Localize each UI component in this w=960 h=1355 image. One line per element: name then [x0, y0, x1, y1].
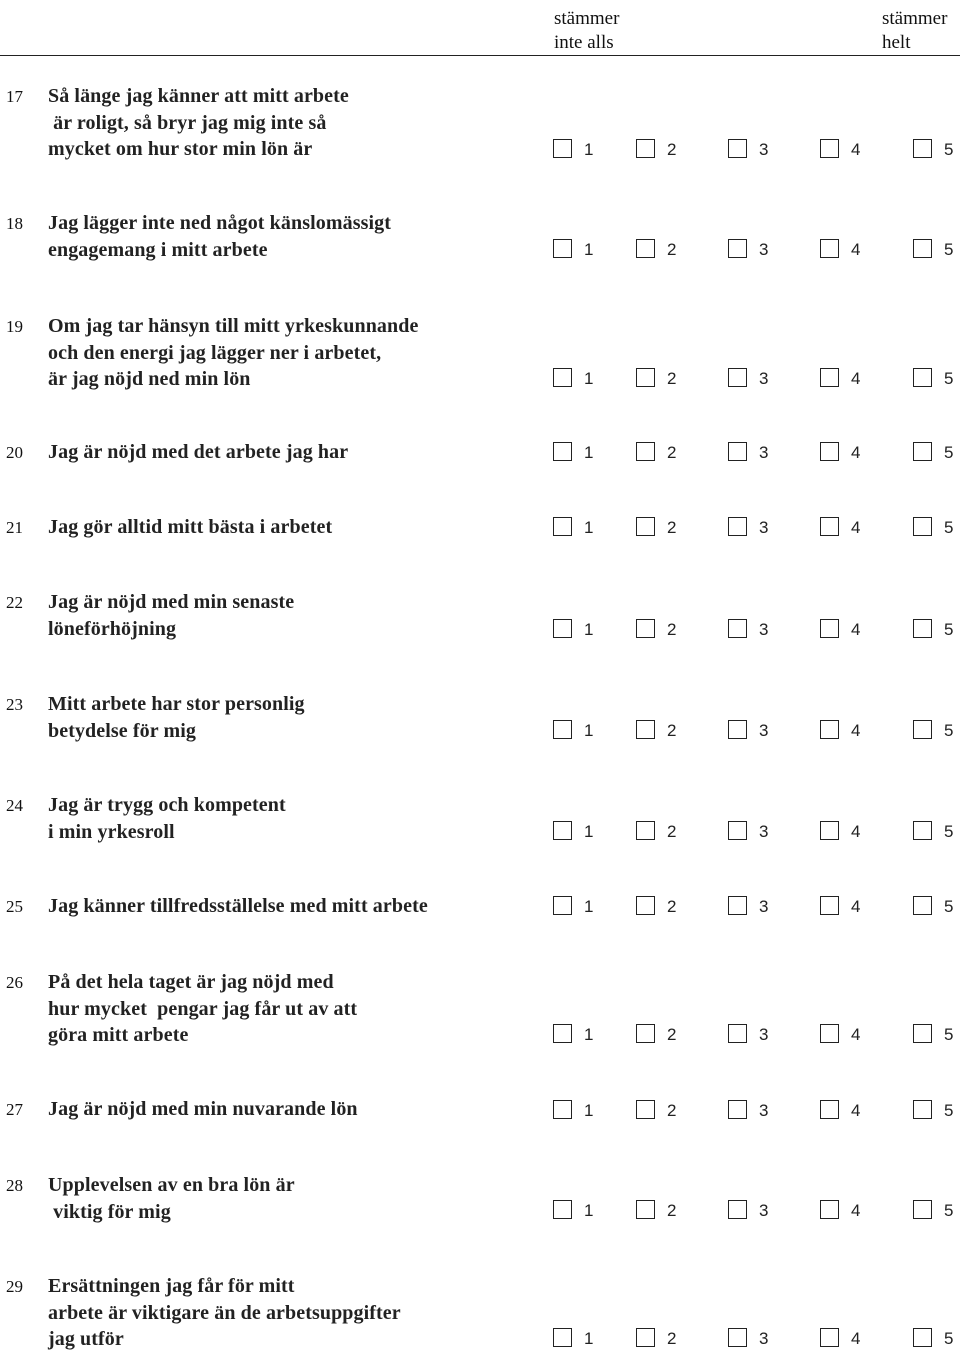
rating-option-label: 2 [667, 518, 677, 537]
question-text-line: Jag är nöjd med det arbete jag har [48, 441, 349, 463]
rating-option-label: 2 [667, 1101, 677, 1120]
rating-option-label: 2 [667, 897, 677, 916]
rating-option-label: 4 [851, 620, 861, 639]
checkbox[interactable] [728, 896, 747, 915]
rating-scale-q20 [0, 442, 960, 466]
checkbox[interactable] [553, 139, 572, 158]
question-text-line: hur mycket pengar jag får ut av att [48, 997, 358, 1020]
rating-option-label: 3 [759, 443, 769, 462]
rating-option-label: 1 [584, 240, 594, 259]
rating-option-label: 1 [584, 620, 594, 639]
question-text-line: Jag är nöjd med min senaste [48, 591, 295, 613]
rating-option-label: 5 [944, 1329, 954, 1348]
checkbox[interactable] [636, 442, 655, 461]
checkbox[interactable] [820, 442, 839, 461]
question-number: 20 [6, 443, 23, 462]
checkbox[interactable] [728, 619, 747, 638]
question-text-line: Jag är nöjd med min nuvarande lön [48, 1098, 358, 1120]
question-text-line: löneförhöjning [48, 617, 177, 640]
checkbox[interactable] [553, 517, 572, 536]
question-text-line: jag utför [48, 1328, 124, 1350]
question-text-line: i min yrkesroll [48, 820, 175, 843]
checkbox[interactable] [636, 720, 655, 739]
checkbox[interactable] [636, 139, 655, 158]
header-divider [0, 55, 960, 56]
rating-option-label: 2 [667, 1201, 677, 1220]
rating-option-label: 3 [759, 240, 769, 259]
rating-scale-q17 [0, 139, 960, 163]
question-text-line: Upplevelsen av en bra lön är [48, 1174, 295, 1196]
rating-option-label: 5 [944, 897, 954, 916]
rating-option-label: 4 [851, 140, 861, 159]
checkbox[interactable] [728, 239, 747, 258]
checkbox[interactable] [820, 1100, 839, 1119]
rating-option-label: 2 [667, 369, 677, 388]
question-number: 21 [6, 518, 23, 537]
question-number: 22 [6, 593, 23, 612]
checkbox[interactable] [553, 720, 572, 739]
rating-scale-q19 [0, 368, 960, 392]
rating-option-label: 3 [759, 1025, 769, 1044]
rating-option-label: 1 [584, 443, 594, 462]
checkbox[interactable] [820, 1024, 839, 1043]
rating-option-label: 2 [667, 240, 677, 259]
question-text-line: är jag nöjd ned min lön [48, 368, 251, 390]
question-text-line: är roligt, så bryr jag mig inte så [48, 111, 327, 134]
checkbox[interactable] [636, 1200, 655, 1219]
rating-option-label: 5 [944, 518, 954, 537]
checkbox[interactable] [913, 368, 932, 387]
rating-option-label: 5 [944, 369, 954, 388]
rating-option-label: 3 [759, 1329, 769, 1348]
checkbox[interactable] [820, 821, 839, 840]
checkbox[interactable] [553, 1024, 572, 1043]
question-text-line: Ersättningen jag får för mitt [48, 1275, 295, 1297]
scale-label-agree-line1: stämmer [882, 8, 948, 29]
checkbox[interactable] [913, 896, 932, 915]
checkbox[interactable] [636, 821, 655, 840]
rating-option-label: 2 [667, 822, 677, 841]
rating-option-label: 4 [851, 1025, 861, 1044]
rating-option-label: 2 [667, 443, 677, 462]
rating-option-label: 4 [851, 822, 861, 841]
rating-option-label: 3 [759, 518, 769, 537]
checkbox[interactable] [553, 239, 572, 258]
rating-scale-q18 [0, 239, 960, 263]
checkbox[interactable] [728, 1100, 747, 1119]
rating-option-label: 5 [944, 1201, 954, 1220]
rating-option-label: 1 [584, 1201, 594, 1220]
checkbox[interactable] [553, 1328, 572, 1347]
question-text-line: Jag känner tillfredsställelse med mitt arbete [48, 895, 428, 917]
rating-option-label: 4 [851, 1101, 861, 1120]
rating-option-label: 2 [667, 1329, 677, 1348]
rating-scale-q29 [0, 1328, 960, 1352]
rating-scale-q24 [0, 821, 960, 845]
question-text-line: och den energi jag lägger ner i arbetet, [48, 341, 382, 364]
rating-scale-q27 [0, 1100, 960, 1124]
rating-option-label: 5 [944, 620, 954, 639]
question-text-line: Jag gör alltid mitt bästa i arbetet [48, 516, 333, 538]
rating-scale-q22 [0, 619, 960, 643]
question-number: 17 [6, 87, 23, 106]
rating-option-label: 1 [584, 369, 594, 388]
checkbox[interactable] [728, 1328, 747, 1347]
checkbox[interactable] [728, 517, 747, 536]
checkbox[interactable] [553, 619, 572, 638]
question-text-line: engagemang i mitt arbete [48, 238, 268, 261]
checkbox[interactable] [820, 720, 839, 739]
checkbox[interactable] [913, 1328, 932, 1347]
rating-option-label: 5 [944, 1025, 954, 1044]
rating-scale-q21 [0, 517, 960, 541]
rating-option-label: 1 [584, 1101, 594, 1120]
rating-option-label: 3 [759, 822, 769, 841]
rating-scale-q26 [0, 1024, 960, 1048]
scale-label-agree-line2: helt [882, 32, 911, 53]
checkbox[interactable] [913, 517, 932, 536]
rating-option-label: 5 [944, 140, 954, 159]
rating-option-label: 1 [584, 140, 594, 159]
checkbox[interactable] [913, 720, 932, 739]
question-text-line: Jag lägger inte ned något känslomässigt [48, 212, 392, 234]
checkbox[interactable] [553, 821, 572, 840]
checkbox[interactable] [728, 720, 747, 739]
rating-scale-q28 [0, 1200, 960, 1224]
checkbox[interactable] [636, 368, 655, 387]
rating-option-label: 1 [584, 897, 594, 916]
rating-option-label: 5 [944, 721, 954, 740]
rating-option-label: 4 [851, 369, 861, 388]
question-text-line: Så länge jag känner att mitt arbete [48, 85, 349, 107]
rating-option-label: 4 [851, 721, 861, 740]
question-text-line: Om jag tar hänsyn till mitt yrkeskunnande [48, 315, 419, 337]
checkbox[interactable] [636, 1024, 655, 1043]
question-text-line: Jag är trygg och kompetent [48, 794, 286, 816]
question-number: 23 [6, 695, 23, 714]
checkbox[interactable] [553, 896, 572, 915]
checkbox[interactable] [728, 139, 747, 158]
checkbox[interactable] [553, 1100, 572, 1119]
checkbox[interactable] [820, 896, 839, 915]
question-text-line: Mitt arbete har stor personlig [48, 693, 305, 715]
rating-option-label: 3 [759, 620, 769, 639]
checkbox[interactable] [913, 442, 932, 461]
question-text-line: arbete är viktigare än de arbetsuppgifter [48, 1301, 401, 1324]
scale-label-disagree [554, 7, 619, 55]
rating-option-label: 4 [851, 518, 861, 537]
rating-option-label: 3 [759, 1201, 769, 1220]
question-number: 25 [6, 897, 23, 916]
checkbox[interactable] [913, 139, 932, 158]
question-number: 26 [6, 973, 23, 992]
checkbox[interactable] [913, 619, 932, 638]
checkbox[interactable] [553, 368, 572, 387]
checkbox[interactable] [553, 1200, 572, 1219]
checkbox[interactable] [636, 517, 655, 536]
question-text-line: På det hela taget är jag nöjd med [48, 971, 334, 993]
checkbox[interactable] [636, 239, 655, 258]
rating-option-label: 4 [851, 240, 861, 259]
rating-option-label: 1 [584, 721, 594, 740]
question-number: 24 [6, 796, 23, 815]
scale-label-agree [882, 7, 947, 55]
question-text-line: viktig för mig [48, 1200, 171, 1223]
rating-option-label: 1 [584, 1025, 594, 1044]
rating-scale-q25 [0, 896, 960, 920]
rating-option-label: 3 [759, 897, 769, 916]
rating-option-label: 4 [851, 1201, 861, 1220]
checkbox[interactable] [820, 1328, 839, 1347]
rating-option-label: 5 [944, 443, 954, 462]
question-text-line: mycket om hur stor min lön är [48, 138, 313, 160]
rating-option-label: 4 [851, 897, 861, 916]
rating-scale-q23 [0, 720, 960, 744]
checkbox[interactable] [636, 619, 655, 638]
checkbox[interactable] [820, 619, 839, 638]
rating-option-label: 3 [759, 140, 769, 159]
rating-option-label: 5 [944, 1101, 954, 1120]
rating-option-label: 3 [759, 721, 769, 740]
rating-option-label: 2 [667, 620, 677, 639]
rating-option-label: 5 [944, 822, 954, 841]
checkbox[interactable] [820, 517, 839, 536]
rating-option-label: 3 [759, 1101, 769, 1120]
rating-option-label: 4 [851, 1329, 861, 1348]
checkbox[interactable] [728, 442, 747, 461]
question-text-line: betydelse för mig [48, 719, 196, 742]
checkbox[interactable] [820, 368, 839, 387]
question-number: 27 [6, 1100, 23, 1119]
checkbox[interactable] [728, 1200, 747, 1219]
question-number: 28 [6, 1176, 23, 1195]
rating-option-label: 2 [667, 140, 677, 159]
question-number: 18 [6, 214, 23, 233]
checkbox[interactable] [728, 1024, 747, 1043]
checkbox[interactable] [913, 821, 932, 840]
checkbox[interactable] [820, 139, 839, 158]
checkbox[interactable] [820, 1200, 839, 1219]
checkbox[interactable] [636, 1100, 655, 1119]
checkbox[interactable] [728, 368, 747, 387]
checkbox[interactable] [913, 1200, 932, 1219]
question-text-line: göra mitt arbete [48, 1024, 189, 1046]
checkbox[interactable] [913, 1100, 932, 1119]
checkbox[interactable] [553, 442, 572, 461]
checkbox[interactable] [913, 239, 932, 258]
scale-label-disagree-line1: stämmer [554, 8, 620, 29]
checkbox[interactable] [913, 1024, 932, 1043]
checkbox[interactable] [636, 896, 655, 915]
question-number: 29 [6, 1277, 23, 1296]
scale-label-disagree-line2: inte alls [554, 32, 614, 53]
rating-option-label: 2 [667, 721, 677, 740]
checkbox[interactable] [820, 239, 839, 258]
rating-option-label: 1 [584, 822, 594, 841]
rating-option-label: 4 [851, 443, 861, 462]
rating-option-label: 5 [944, 240, 954, 259]
rating-option-label: 3 [759, 369, 769, 388]
checkbox[interactable] [636, 1328, 655, 1347]
question-number: 19 [6, 317, 23, 336]
rating-option-label: 1 [584, 518, 594, 537]
rating-option-label: 2 [667, 1025, 677, 1044]
rating-option-label: 1 [584, 1329, 594, 1348]
checkbox[interactable] [728, 821, 747, 840]
